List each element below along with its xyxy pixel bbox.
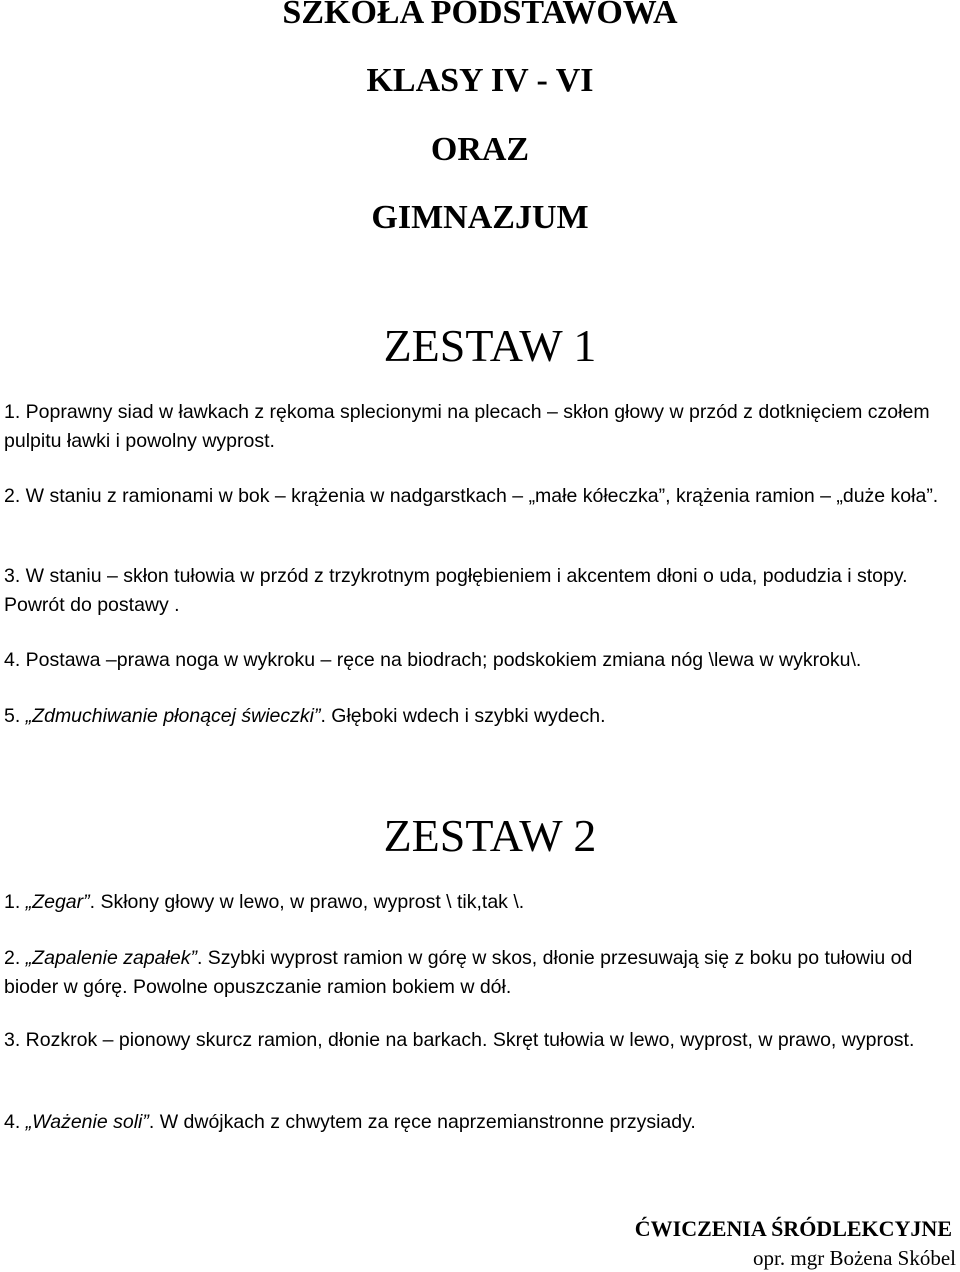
item-number: 5. (4, 705, 26, 727)
item-number: 1. (4, 891, 26, 913)
zestaw-2-item-4 (4, 1108, 956, 1137)
zestaw-1-item-3: 3. W staniu – skłon tułowia w przód z trzykrotnym pogłębieniem i akcentem dłoni o uda, podudzia i stopy. Powrót do postawy . (4, 565, 908, 616)
zestaw-2-item-2 (4, 944, 956, 1002)
item-description: . W dwójkach z chwytem za ręce naprzemianstronne przysiady. (148, 1111, 696, 1133)
item-description: . Skłony głowy w lewo, w prawo, wyprost \ tik,tak \. (89, 891, 525, 913)
header-line-school: SZKOŁA PODSTAWOWA (282, 0, 678, 31)
header-line-gimnazjum: GIMNAZJUM (371, 199, 589, 236)
exercise-name: „Zdmuchiwanie płonącej świeczki” (25, 705, 321, 727)
header-line-classes: KLASY IV - VI (366, 62, 594, 99)
item-description: . Szybki wyprost ramion w górę w skos, dłonie przesuwają się z boku po tułowiu od bioder w górę. Powolne opuszczanie ramion bokiem w dół. (4, 947, 913, 998)
item-number: 4. (4, 1111, 26, 1133)
zestaw-2-item-1 (4, 888, 956, 917)
zestaw-1-title: ZESTAW 1 (383, 320, 597, 371)
header-line-and: ORAZ (430, 131, 530, 168)
zestaw-1-item-5 (4, 702, 956, 731)
footer-author: opr. mgr Bożena Skóbel (753, 1246, 956, 1270)
zestaw-1-item-1: 1. Poprawny siad w ławkach z rękoma splecionymi na plecach – skłon głowy w przód z dotknięciem czołem pulpitu ławki i powolny wyprost. (4, 401, 930, 452)
footer-title: ĆWICZENIA ŚRÓDLEKCYJNE (634, 1216, 952, 1241)
zestaw-2-title: ZESTAW 2 (383, 810, 597, 861)
exercise-name: „Zapalenie zapałek” (25, 947, 197, 969)
zestaw-1-item-4: 4. Postawa –prawa noga w wykroku – ręce na biodrach; podskokiem zmiana nóg \lewa w wykroku\. (4, 649, 862, 671)
item-description: . Głęboki wdech i szybki wydech. (320, 705, 606, 727)
item-number: 2. (4, 947, 26, 969)
exercise-name: „Zegar” (25, 891, 90, 913)
zestaw-1-item-2: 2. W staniu z ramionami w bok – krążenia w nadgarstkach – „małe kółeczka”, krążenia ramion – „duże koła”. (4, 485, 939, 507)
zestaw-2-item-3: 3. Rozkrok – pionowy skurcz ramion, dłonie na barkach. Skręt tułowia w lewo, wyprost, w prawo, wyprost. (4, 1029, 915, 1051)
exercise-name: „Ważenie soli” (25, 1111, 149, 1133)
